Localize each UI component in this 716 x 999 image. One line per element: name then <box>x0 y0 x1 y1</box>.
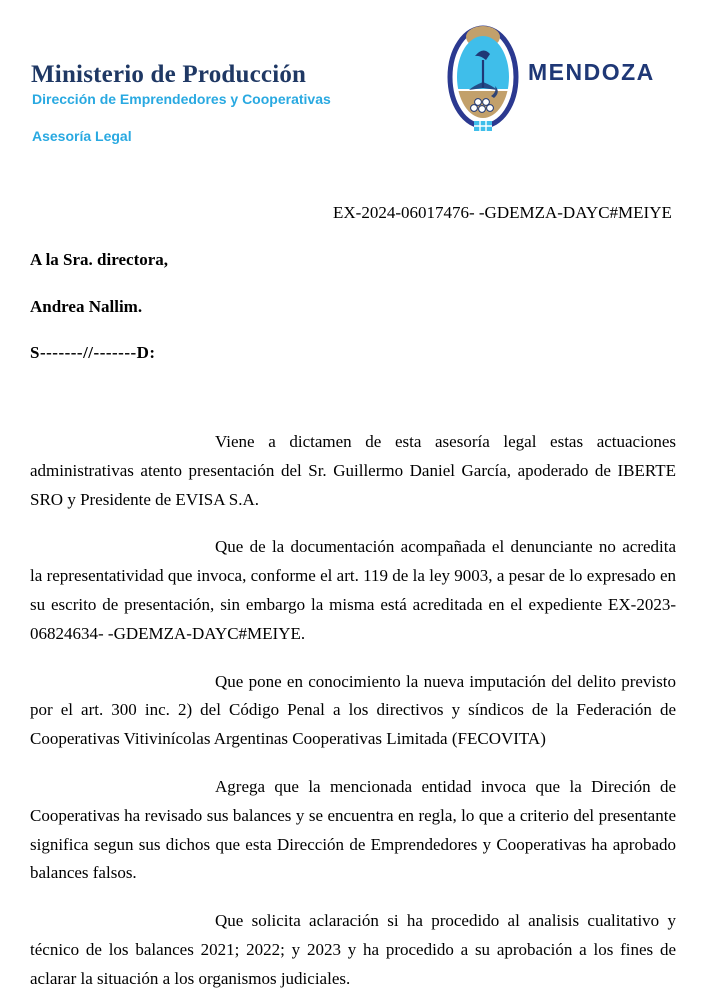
file-number: EX-2024-06017476- -GDEMZA-DAYC#MEIYE <box>333 203 672 222</box>
direction-subtitle: Dirección de Emprendedores y Cooperativas <box>32 91 331 107</box>
paragraph: Agrega que la mencionada entidad invoca que la Direción de Cooperativas ha revisado sus balances y se encuentra en regla, lo que a criterio del presentante significa segun sus dichos que esta Dirección de Emprendedores y Cooperativas ha aprobado balances falsos. <box>30 776 676 883</box>
paragraph: Que solicita aclaración si ha procedido al analisis cualitativo y técnico de los balances 2021; 2022; y 2023 y ha procedido a su aprobación a los fines de aclarar la situación a los organismos judiciales. <box>30 911 676 988</box>
paragraph: Viene a dictamen de esta asesoría legal estas actuaciones administrativas atento presentación del Sr. Guillermo Daniel García, apoderado de IBERTE SRO y Presidente de EVISA S.A. <box>30 432 676 509</box>
unit-subtitle: Asesoría Legal <box>32 128 132 144</box>
letter-body <box>30 0 676 994</box>
paragraph: Que de la documentación acompañada el denunciante no acredita la representatividad que invoca, conforme el art. 119 de la ley 9003, a pesar de lo expresado en su escrito de presentación, sin embargo la misma está acreditada en el expediente EX-2023-06824634- -GDEMZA-DAYC#MEIYE. <box>30 537 676 643</box>
ministry-title: Ministerio de Producción <box>31 61 307 88</box>
recipient-line: A la Sra. directora, <box>30 250 169 269</box>
recipient-name: Andrea Nallim. <box>30 297 143 316</box>
paragraph: Que pone en conocimiento la nueva imputación del delito previsto por el art. 300 inc. 2) del Código Penal a los directivos y síndicos de la Federación de Cooperativas Vitivinícolas Argentinas Cooperativas Limitada (FECOVITA) <box>30 671 676 749</box>
salutation-line: S-------//-------D: <box>30 343 156 362</box>
mendoza-wordmark: MENDOZA <box>528 59 655 85</box>
